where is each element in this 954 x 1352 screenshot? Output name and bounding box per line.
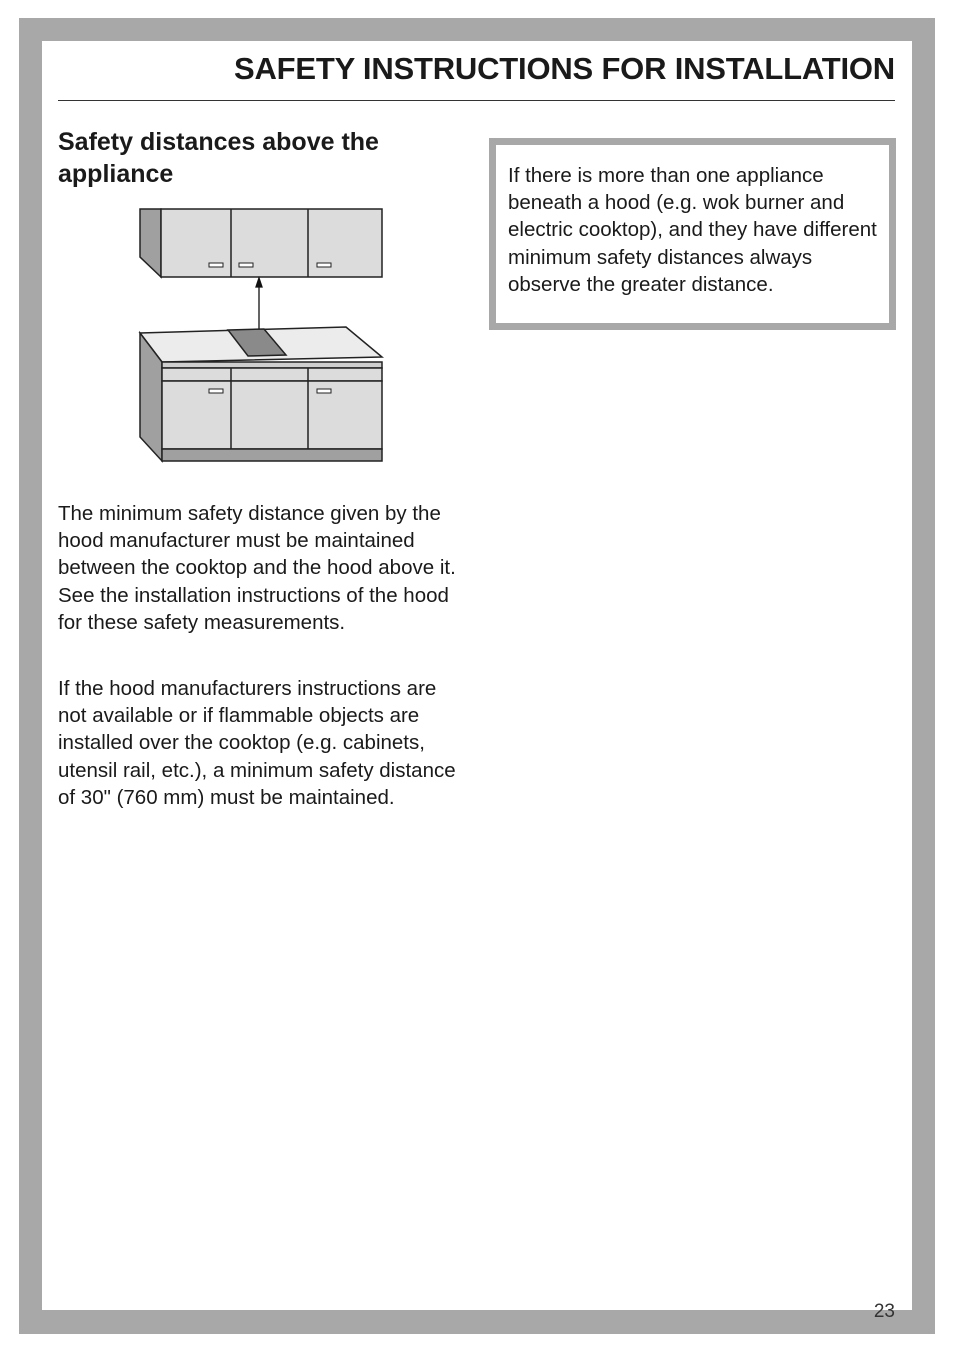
base-cabinet-icon [140, 327, 382, 461]
note-text: If there is more than one appliance beneath a hood (e.g. wok burner and electric cooktop), and they have different minimum safety distances always observe the greater distance. [508, 164, 877, 296]
paragraph-text: If the hood manufacturers instructions are not available or if flammable objects are installed over the cooktop (e.g. cabinets, utensil rail, etc.), a minimum safety distance of 30" (760 mm) must be maintained. [58, 677, 456, 809]
note-box [489, 138, 896, 330]
cooktop-hood-illustration [136, 205, 386, 467]
paragraph-text: The minimum safety distance given by the hood manufacturer must be maintained between the cooktop and the hood above it. See the installation instructions of the hood for these safety measurements. [58, 502, 456, 634]
body-paragraph [58, 500, 470, 636]
note-box-inner [496, 145, 889, 323]
section-heading: Safety distances above the appliance [58, 128, 379, 188]
header-divider [58, 100, 895, 101]
body-paragraph [58, 675, 470, 811]
page-title: SAFETY INSTRUCTIONS FOR INSTALLATION [233, 51, 895, 86]
page-number: 23 [873, 1301, 895, 1322]
wall-cabinets-icon [140, 209, 382, 277]
